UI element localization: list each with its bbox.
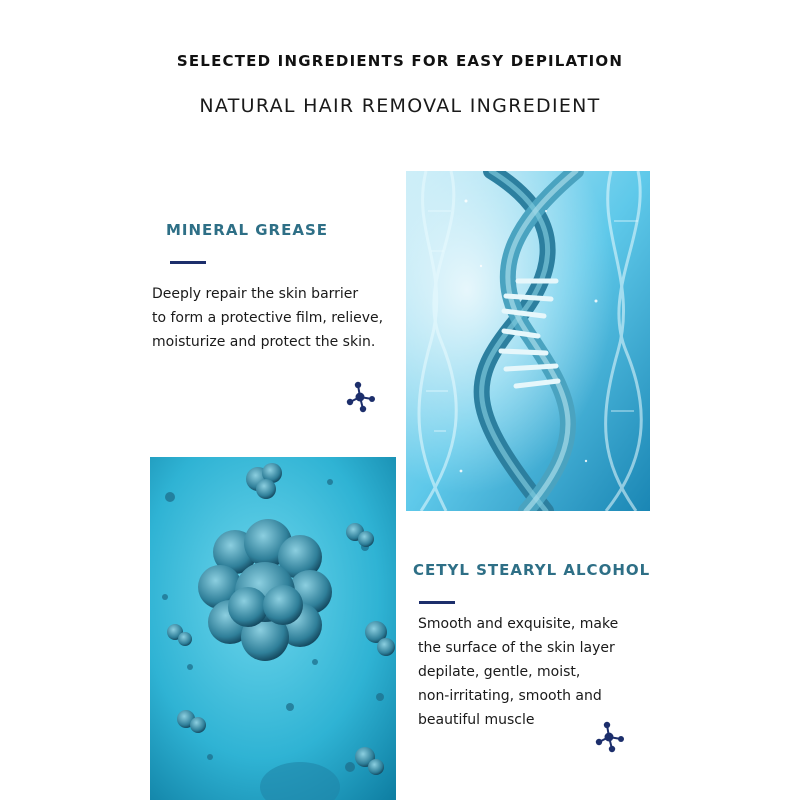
molecule-icon bbox=[595, 720, 627, 754]
cell-cluster-image bbox=[150, 457, 396, 800]
dna-helix-image bbox=[406, 171, 650, 511]
headline: SELECTED INGREDIENTS FOR EASY DEPILATION bbox=[176, 52, 624, 70]
molecule-icon bbox=[346, 380, 378, 414]
subheadline: NATURAL HAIR REMOVAL INGREDIENT bbox=[199, 95, 601, 117]
accent-bar bbox=[170, 261, 206, 264]
ingredient-heading-mineral-grease: MINERAL GREASE bbox=[166, 221, 329, 239]
accent-bar bbox=[419, 601, 455, 604]
ingredient-description: Smooth and exquisite, make the surface of the skin layer depilate, gentle, moist, non-irritating, smooth and beautiful muscle bbox=[418, 616, 619, 728]
ingredient-description: Deeply repair the skin barrier to form a protective film, relieve, moisturize and protect the skin. bbox=[152, 286, 384, 350]
ingredient-heading-cetyl-stearyl-alcohol: CETYL STEARYL ALCOHOL bbox=[413, 561, 651, 579]
